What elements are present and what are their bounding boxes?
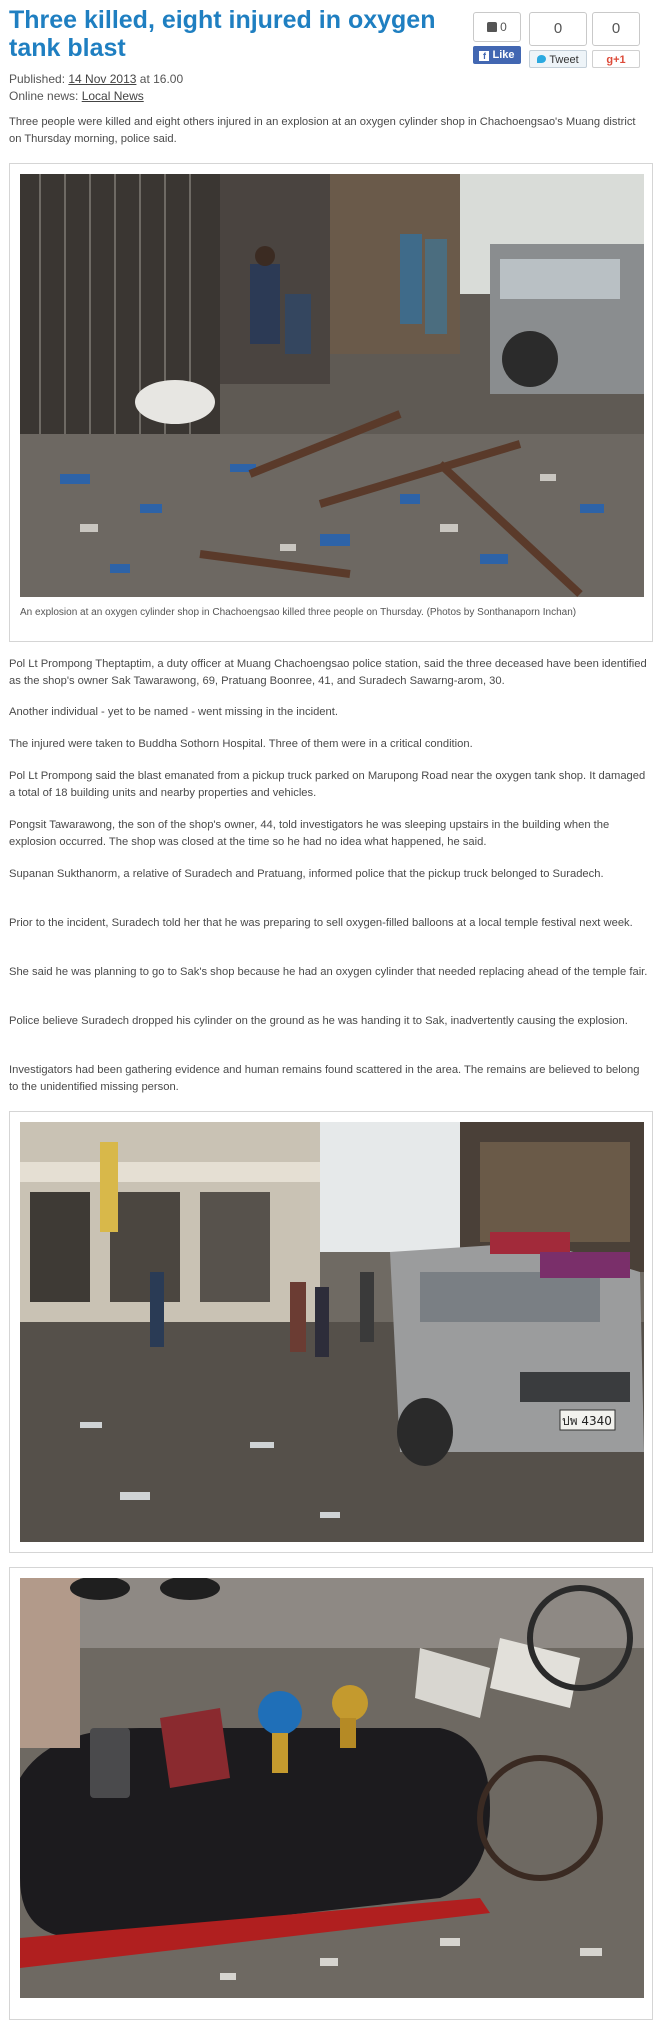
paragraph-4: The injured were taken to Buddha Sothorn Hospital. Three of them were in a critical condition. <box>9 738 473 750</box>
article-headline: Three killed, eight injured in oxygen tank blast <box>9 6 436 62</box>
facebook-like-button[interactable]: f Like <box>473 46 521 64</box>
photo-frame-cylinder <box>9 1567 653 2020</box>
street-scene-illustration <box>20 1122 644 1542</box>
photo-caption: An explosion at an oxygen cylinder shop in Chachoengsao killed three people on Thursday. (Photos by Sonthanaporn Inchan) <box>20 607 577 618</box>
section-line: Online news: Local News <box>9 89 144 103</box>
gplus-share-widget <box>592 12 640 68</box>
section-link[interactable]: Local News <box>81 89 144 103</box>
paragraph-2: Pol Lt Prompong Theptaptim, a duty officer at Muang Chachoengsao police station, said the three deceased have been identified as the shop's owner Sak Tawarawong, 69, Pratuang Boonree, 41, and Suradech Sawarng-arom, 30. <box>9 658 647 687</box>
published-date-link[interactable]: 14 Nov 2013 <box>68 72 137 86</box>
facebook-share-widget <box>473 12 521 64</box>
explosion-scene-illustration <box>20 174 644 597</box>
paragraph-8: Prior to the incident, Suradech told her that he was preparing to sell oxygen-filled balloons at a local temple festival next week. <box>9 917 633 929</box>
cylinder-parts-illustration <box>20 1578 644 1998</box>
photo-frame-street <box>9 1111 653 1553</box>
gplus-button[interactable]: g+1 <box>592 50 640 68</box>
paragraph-intro: Three people were killed and eight others injured in an explosion at an oxygen cylinder shop in Chachoengsao's Muang district on Thursday morning, police said. <box>9 116 636 145</box>
license-plate: ปพ 4340 <box>562 1414 612 1428</box>
photo-street-scene <box>20 1122 644 1542</box>
tweet-count: 0 <box>529 12 587 46</box>
tweet-button[interactable]: Tweet <box>529 50 587 68</box>
twitter-share-widget <box>529 12 587 68</box>
thumbs-up-icon <box>487 22 497 32</box>
paragraph-10: Police believe Suradech dropped his cylinder on the ground as he was handing it to Sak, inadvertently causing the explosion. <box>9 1015 628 1027</box>
twitter-bird-icon <box>537 55 546 63</box>
photo-cylinder-parts <box>20 1578 644 1998</box>
paragraph-5: Pol Lt Prompong said the blast emanated from a pickup truck parked on Marupong Road near the oxygen tank shop. It damaged a total of 18 building units and nearby properties and vehicles. <box>9 770 646 799</box>
paragraph-7: Supanan Sukthanorm, a relative of Suradech and Pratuang, informed police that the pickup truck belonged to Suradech. <box>9 868 604 880</box>
paragraph-9: She said he was planning to go to Sak's shop because he had an oxygen cylinder that needed replacing ahead of the temple fair. <box>9 966 648 978</box>
gplus-count: 0 <box>592 12 640 46</box>
facebook-icon: f <box>479 51 489 61</box>
paragraph-3: Another individual - yet to be named - went missing in the incident. <box>9 706 338 718</box>
paragraph-11: Investigators had been gathering evidence and human remains found scattered in the area. The remains are believed to belong to the unidentified missing person. <box>9 1064 640 1093</box>
paragraph-6: Pongsit Tawarawong, the son of the shop's owner, 44, told investigators he was sleeping upstairs in the building when the explosion occurred. The shop was closed at the time so he had no idea what happened, he said. <box>9 819 610 848</box>
published-line: Published: 14 Nov 2013 at 16.00 <box>9 72 184 86</box>
facebook-like-count: 0 <box>473 12 521 42</box>
photo-explosion-scene <box>20 174 644 597</box>
photo-frame-main <box>9 163 653 642</box>
